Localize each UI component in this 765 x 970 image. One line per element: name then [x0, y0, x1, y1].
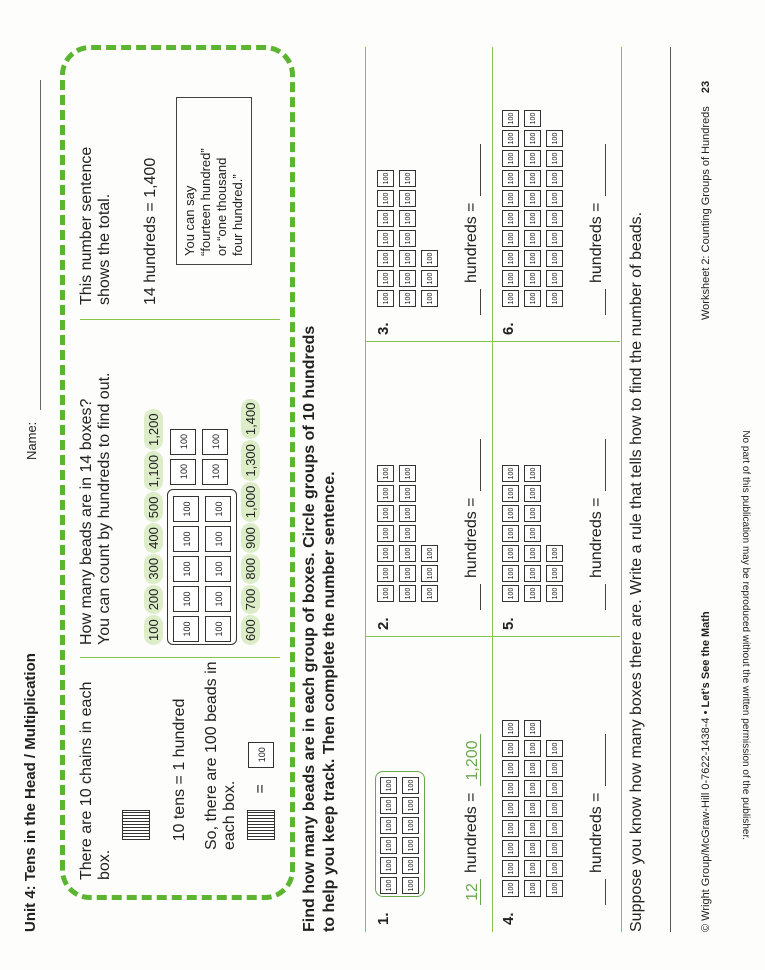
hundred-box: 100: [399, 270, 416, 287]
hundred-box: 100: [377, 565, 394, 582]
hundred-box: 100: [380, 857, 397, 874]
hundred-box: 100: [502, 485, 519, 502]
hundred-box: 100: [380, 797, 397, 814]
total-answer-blank[interactable]: [589, 439, 606, 491]
hundreds-label: hundreds =: [588, 497, 605, 578]
grid-col-divider: [365, 636, 620, 637]
unit-title: Unit 4: Tens in the Head / Multiplication: [22, 653, 39, 932]
hundred-box: 100: [380, 837, 397, 854]
hundred-box: 100: [524, 485, 541, 502]
hundred-box: 100: [502, 880, 519, 897]
box-group: [375, 771, 425, 897]
hundreds-label: hundreds =: [463, 497, 480, 578]
hundred-box: 100: [421, 545, 438, 562]
hundred-box: 100: [502, 720, 519, 737]
hundred-box: 100: [402, 877, 419, 894]
number-sentence: [588, 439, 606, 610]
hundred-box: 100: [502, 780, 519, 797]
hundred-box: 100: [502, 565, 519, 582]
box-group: [500, 107, 566, 307]
hundred-box: 100: [546, 760, 563, 777]
problem-number: 6.: [500, 322, 517, 335]
hundred-box: 100: [402, 817, 419, 834]
footer-left: [700, 611, 712, 932]
count-bead: 200: [144, 585, 163, 615]
hundred-box: 100: [524, 820, 541, 837]
instructions: [300, 326, 340, 932]
number-sentence: [588, 144, 606, 315]
hundred-box: 100: [380, 817, 397, 834]
hundred-box: 100: [377, 545, 394, 562]
hundred-box: 100: [502, 210, 519, 227]
beads-line1: So, there are 100 beads in: [203, 661, 220, 850]
problem-number: 3.: [375, 322, 392, 335]
hundred-box: 100: [421, 290, 438, 307]
intro-divider: [80, 657, 280, 658]
hundred-box: 100: [524, 465, 541, 482]
hundred-box: 100: [502, 740, 519, 757]
hundred-box: 100: [399, 230, 416, 247]
count-bead: 800: [241, 554, 260, 584]
number-sentence: [463, 144, 481, 315]
hundred-box: 100: [205, 556, 231, 582]
hundred-box: 100: [399, 170, 416, 187]
hundred-box: 100: [524, 190, 541, 207]
hundred-box: 100: [377, 190, 394, 207]
box-group: [500, 717, 566, 897]
hundred-box: 100: [524, 740, 541, 757]
hundred-box: 100: [202, 459, 228, 485]
count-answer-blank[interactable]: [589, 584, 606, 610]
hundred-box: 100: [502, 250, 519, 267]
beads-line2: each box.: [221, 780, 238, 850]
hundred-box: 100: [502, 800, 519, 817]
hundred-box: 100: [173, 616, 199, 642]
hundreds-label: hundreds =: [588, 792, 605, 873]
question-line1: How many beads are in 14 boxes?: [78, 398, 95, 645]
hundred-box: 100: [502, 860, 519, 877]
hundred-box: 100: [546, 800, 563, 817]
hundred-box: 100: [399, 210, 416, 227]
grid-row-divider: [492, 47, 493, 932]
count-bead: 1,400: [241, 399, 260, 440]
instructions-line2: to help you keep track. Then complete the number sentence.: [321, 471, 338, 932]
hundred-box: 100: [546, 585, 563, 602]
count-bead: 1,300: [241, 440, 260, 481]
hundred-box: 100: [502, 465, 519, 482]
hundred-box: 100: [399, 290, 416, 307]
count-top-row: [144, 330, 163, 645]
hundred-box: 100: [380, 877, 397, 894]
count-bead: 700: [241, 585, 260, 615]
hundred-box: 100: [173, 496, 199, 522]
hundred-box: 100: [546, 840, 563, 857]
hundred-box: 100: [546, 820, 563, 837]
hundred-box: 100: [421, 270, 438, 287]
hundred-box: 100: [546, 740, 563, 757]
hundred-box: 100: [377, 250, 394, 267]
hundred-box: 100: [421, 565, 438, 582]
hundred-box: 100: [546, 210, 563, 227]
hundred-box: 100: [502, 230, 519, 247]
hundred-box: 100: [546, 880, 563, 897]
hundred-box: 100: [399, 545, 416, 562]
hundred-box: 100: [502, 170, 519, 187]
hundred-box: 100: [399, 525, 416, 542]
hundred-box: 100: [546, 130, 563, 147]
box-group: [375, 462, 441, 602]
note-line: “fourteen hundred”: [198, 148, 213, 256]
hundred-box: 100: [202, 429, 228, 455]
count-answer-blank[interactable]: [589, 879, 606, 905]
note-line: You can say: [182, 185, 197, 256]
hundred-box: 100: [524, 230, 541, 247]
hundred-box: 100: [173, 586, 199, 612]
hundred-box: 100: [377, 170, 394, 187]
hundred-box: 100: [402, 837, 419, 854]
hundred-box: 100: [524, 505, 541, 522]
sentence-line2: shows the total.: [96, 193, 113, 305]
hundreds-label: hundreds =: [463, 202, 480, 283]
hundred-box: 100: [524, 565, 541, 582]
hundred-box: 100: [205, 616, 231, 642]
hundred-box: 100: [502, 505, 519, 522]
hundred-box: 100: [524, 150, 541, 167]
count-answer-blank[interactable]: [589, 289, 606, 315]
hundred-box: 100: [170, 429, 196, 455]
hundred-box: 100: [502, 525, 519, 542]
hundred-box: 100: [502, 585, 519, 602]
equals-sign: =: [252, 784, 270, 794]
name-line: [40, 80, 41, 410]
publisher-text: © Wright Group/McGraw-Hill 0-7622-1438-4 •: [700, 710, 712, 932]
hundred-box: 100: [524, 110, 541, 127]
total-answer-blank[interactable]: 1,200: [464, 734, 481, 786]
hundred-box: 100: [524, 860, 541, 877]
hundred-box: 100: [546, 545, 563, 562]
hundred-box: 100: [546, 250, 563, 267]
hundred-box: 100: [524, 545, 541, 562]
hundred-box: 100: [377, 290, 394, 307]
problem-number: 4.: [500, 912, 517, 925]
hundred-box: 100: [377, 270, 394, 287]
total-answer-blank[interactable]: [464, 439, 481, 491]
intro-col-count: [78, 330, 260, 645]
hundred-box: 100: [546, 230, 563, 247]
hundred-box: 100: [173, 556, 199, 582]
hundred-box: 100: [546, 860, 563, 877]
hundred-box: 100: [502, 760, 519, 777]
hundred-box: 100: [502, 110, 519, 127]
number-sentence: [463, 734, 481, 905]
count-bead: 600: [241, 615, 260, 645]
hundred-box: 100: [524, 720, 541, 737]
hundred-box: 100: [502, 130, 519, 147]
hundred-box: 100: [546, 190, 563, 207]
hundred-box: 100: [377, 485, 394, 502]
count-bead: 500: [144, 492, 163, 522]
count-bead: 1,100: [144, 451, 163, 492]
hundred-box: 100: [399, 465, 416, 482]
problem-number: 2.: [375, 617, 392, 630]
hundred-box: 100: [399, 190, 416, 207]
hundred-box: 100: [502, 545, 519, 562]
hundred-box: 100: [402, 777, 419, 794]
count-bead: 400: [144, 523, 163, 553]
hundred-box: 100: [524, 170, 541, 187]
name-label: Name:: [24, 421, 39, 460]
problem-number: 5.: [500, 617, 517, 630]
hundred-box: 100: [524, 585, 541, 602]
tens-equation: 10 tens = 1 hundred: [171, 698, 188, 842]
hundred-box: 100: [502, 150, 519, 167]
hundred-box: 100: [524, 270, 541, 287]
hundred-box: 100: [377, 585, 394, 602]
hundred-box: 100: [546, 170, 563, 187]
count-answer-blank[interactable]: 12: [464, 879, 481, 905]
note-line: four hundred.”: [230, 174, 245, 256]
hundred-box: 100: [402, 797, 419, 814]
hundred-box: 100: [399, 250, 416, 267]
hundred-box: 100: [524, 880, 541, 897]
series-title: Let’s See the Math: [700, 611, 712, 708]
hundred-box: 100: [524, 210, 541, 227]
hundred-box: 100: [502, 290, 519, 307]
hundred-box: 100: [524, 290, 541, 307]
hundred-box: 100: [248, 742, 274, 768]
total-answer-blank[interactable]: [464, 144, 481, 196]
hundred-box: 100: [546, 290, 563, 307]
page-number: 23: [700, 80, 712, 94]
count-bead: 1,000: [241, 482, 260, 523]
note-box: [176, 97, 252, 265]
hundred-box: 100: [524, 250, 541, 267]
hundred-box: 100: [546, 565, 563, 582]
number-sentence: [588, 734, 606, 905]
hundred-box: 100: [205, 496, 231, 522]
hundred-box: 100: [502, 270, 519, 287]
hundred-box: 100: [546, 780, 563, 797]
grid-col-divider: [365, 341, 620, 342]
answer-line[interactable]: [670, 47, 671, 932]
hundred-box: 100: [380, 777, 397, 794]
hundred-box: 100: [421, 250, 438, 267]
box-group: [500, 462, 566, 602]
hundred-box: 100: [502, 190, 519, 207]
copyright-notice: No part of this publication may be reproduced without the written permission of the publisher.: [740, 430, 751, 840]
hundred-box: 100: [173, 526, 199, 552]
hundred-box: 100: [205, 586, 231, 612]
hundred-box: 100: [377, 210, 394, 227]
hundred-box: 100: [524, 780, 541, 797]
hundred-box: 100: [377, 230, 394, 247]
hundred-box: 100: [402, 857, 419, 874]
hundred-box: 100: [399, 485, 416, 502]
number-sentence: [463, 439, 481, 610]
box-group: [375, 167, 441, 307]
intro-col-sentence: [78, 55, 252, 305]
total-equation: 14 hundreds = 1,400: [142, 157, 159, 305]
count-bead: 100: [144, 615, 163, 645]
hundred-box: 100: [524, 525, 541, 542]
hundred-box: 100: [546, 150, 563, 167]
footer-right: [700, 81, 712, 320]
hundred-box: 100: [524, 760, 541, 777]
count-answer-blank[interactable]: [464, 584, 481, 610]
hundred-box: 100: [399, 565, 416, 582]
count-bead: 1,200: [144, 409, 163, 450]
hundreds-label: hundreds =: [463, 792, 480, 873]
hundreds-label: hundreds =: [588, 202, 605, 283]
problem-number: 1.: [375, 912, 392, 925]
total-answer-blank[interactable]: [589, 144, 606, 196]
chains-box-icon: [122, 810, 150, 840]
hundred-box: 100: [377, 505, 394, 522]
hundred-box: 100: [421, 585, 438, 602]
hundred-box: 100: [399, 505, 416, 522]
chains-text: There are 10 chains in each box.: [78, 681, 113, 880]
hundred-box: 100: [205, 526, 231, 552]
hundred-box: 100: [546, 270, 563, 287]
count-bead: 300: [144, 554, 163, 584]
intro-divider: [80, 319, 280, 320]
hundred-box: 100: [170, 459, 196, 485]
hundred-box: 100: [524, 840, 541, 857]
hundred-box: 100: [377, 465, 394, 482]
sentence-line1: This number sentence: [78, 146, 95, 305]
total-answer-blank[interactable]: [589, 734, 606, 786]
hundred-box: 100: [524, 130, 541, 147]
count-answer-blank[interactable]: [464, 289, 481, 315]
closing-prompt: Suppose you know how many boxes there are. Write a rule that tells how to find the number of beads.: [628, 211, 645, 932]
hundred-box: 100: [502, 840, 519, 857]
worksheet-title: Worksheet 2: Counting Groups of Hundreds: [700, 106, 712, 320]
count-bead: 900: [241, 523, 260, 553]
chains-box-icon: [247, 810, 275, 840]
note-line: or “one thousand: [214, 157, 229, 256]
hundred-box: 100: [524, 800, 541, 817]
instructions-line1: Find how many beads are in each group of boxes. Circle groups of 10 hundreds: [301, 325, 318, 932]
question-line2: You can count by hundreds to find out.: [96, 372, 113, 645]
intro-col-chains: [78, 660, 277, 880]
hundred-box: 100: [399, 585, 416, 602]
hundred-box: 100: [377, 525, 394, 542]
count-bottom-row: [241, 330, 260, 645]
hundred-box: 100: [502, 820, 519, 837]
count-boxes: [167, 330, 237, 645]
